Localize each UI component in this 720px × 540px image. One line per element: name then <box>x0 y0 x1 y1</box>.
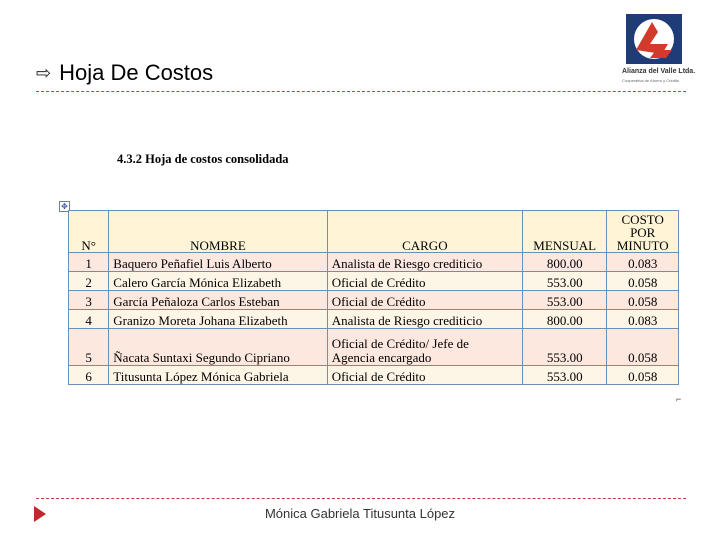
cell-cargo: Oficial de Crédito <box>327 291 522 310</box>
cell-cargo: Oficial de Crédito <box>327 366 522 385</box>
resize-handle-icon[interactable]: ⌐ <box>676 394 682 404</box>
company-logo <box>626 14 682 64</box>
cell-mensual: 553.00 <box>522 272 606 291</box>
header-costo-line-2: POR <box>630 225 656 240</box>
cell-mensual: 800.00 <box>522 253 606 272</box>
logo-tagline: Cooperativa de Ahorro y Crédito <box>622 78 680 83</box>
cell-minuto: 0.083 <box>607 253 679 272</box>
cost-table <box>68 210 679 385</box>
cell-cargo: Oficial de Crédito <box>327 272 522 291</box>
cell-num: 1 <box>69 253 109 272</box>
slide-title-row <box>36 58 213 88</box>
header-divider <box>36 91 686 92</box>
cell-cargo-line-1: Oficial de Crédito/ Jefe de <box>331 336 469 351</box>
header-name: NOMBRE <box>109 211 327 253</box>
cell-num: 5 <box>69 329 109 366</box>
header-num: N° <box>69 211 109 253</box>
cell-nombre: Ñacata Suntaxi Segundo Cipriano <box>109 329 327 366</box>
logo-company-name: Alianza del Valle Ltda. <box>622 68 696 75</box>
cell-mensual: 800.00 <box>522 310 606 329</box>
header-costo-line-1: COSTO <box>621 212 664 227</box>
table-row <box>69 253 679 272</box>
table-row <box>69 310 679 329</box>
table-header-row <box>69 211 679 253</box>
cell-minuto: 0.058 <box>607 291 679 310</box>
cell-minuto: 0.058 <box>607 329 679 366</box>
cell-mensual: 553.00 <box>522 291 606 310</box>
cell-cargo-line-2: Agencia encargado <box>331 350 432 365</box>
cell-cargo: Analista de Riesgo crediticio <box>327 310 522 329</box>
header-costo-minuto <box>607 211 679 253</box>
table-row <box>69 272 679 291</box>
cell-num: 6 <box>69 366 109 385</box>
arrow-bullet-icon: ⇨ <box>36 62 52 84</box>
cell-minuto: 0.058 <box>607 272 679 291</box>
cell-num: 2 <box>69 272 109 291</box>
header-costo-line-3: MINUTO <box>616 238 669 253</box>
cell-minuto: 0.058 <box>607 366 679 385</box>
cell-nombre: Granizo Moreta Johana Elizabeth <box>109 310 327 329</box>
cell-minuto: 0.083 <box>607 310 679 329</box>
header-mensual: MENSUAL <box>522 211 606 253</box>
table-row <box>69 329 679 366</box>
cell-mensual: 553.00 <box>522 329 606 366</box>
table-move-handle-icon[interactable]: ✥ <box>59 201 70 212</box>
cell-cargo <box>327 329 522 366</box>
table-row <box>69 366 679 385</box>
cell-num: 3 <box>69 291 109 310</box>
table-row <box>69 291 679 310</box>
cell-cargo: Analista de Riesgo crediticio <box>327 253 522 272</box>
section-heading: 4.3.2 Hoja de costos consolidada <box>117 152 289 166</box>
cell-nombre: Calero García Mónica Elizabeth <box>109 272 327 291</box>
cell-mensual: 553.00 <box>522 366 606 385</box>
cell-nombre: Baquero Peñafiel Luis Alberto <box>109 253 327 272</box>
header-cargo: CARGO <box>327 211 522 253</box>
cell-num: 4 <box>69 310 109 329</box>
cell-nombre: Titusunta López Mónica Gabriela <box>109 366 327 385</box>
cell-nombre: García Peñaloza Carlos Esteban <box>109 291 327 310</box>
slide-title: Hoja De Costos <box>59 60 214 85</box>
footer-divider <box>36 498 686 499</box>
footer-author: Mónica Gabriela Titusunta López <box>264 506 456 521</box>
